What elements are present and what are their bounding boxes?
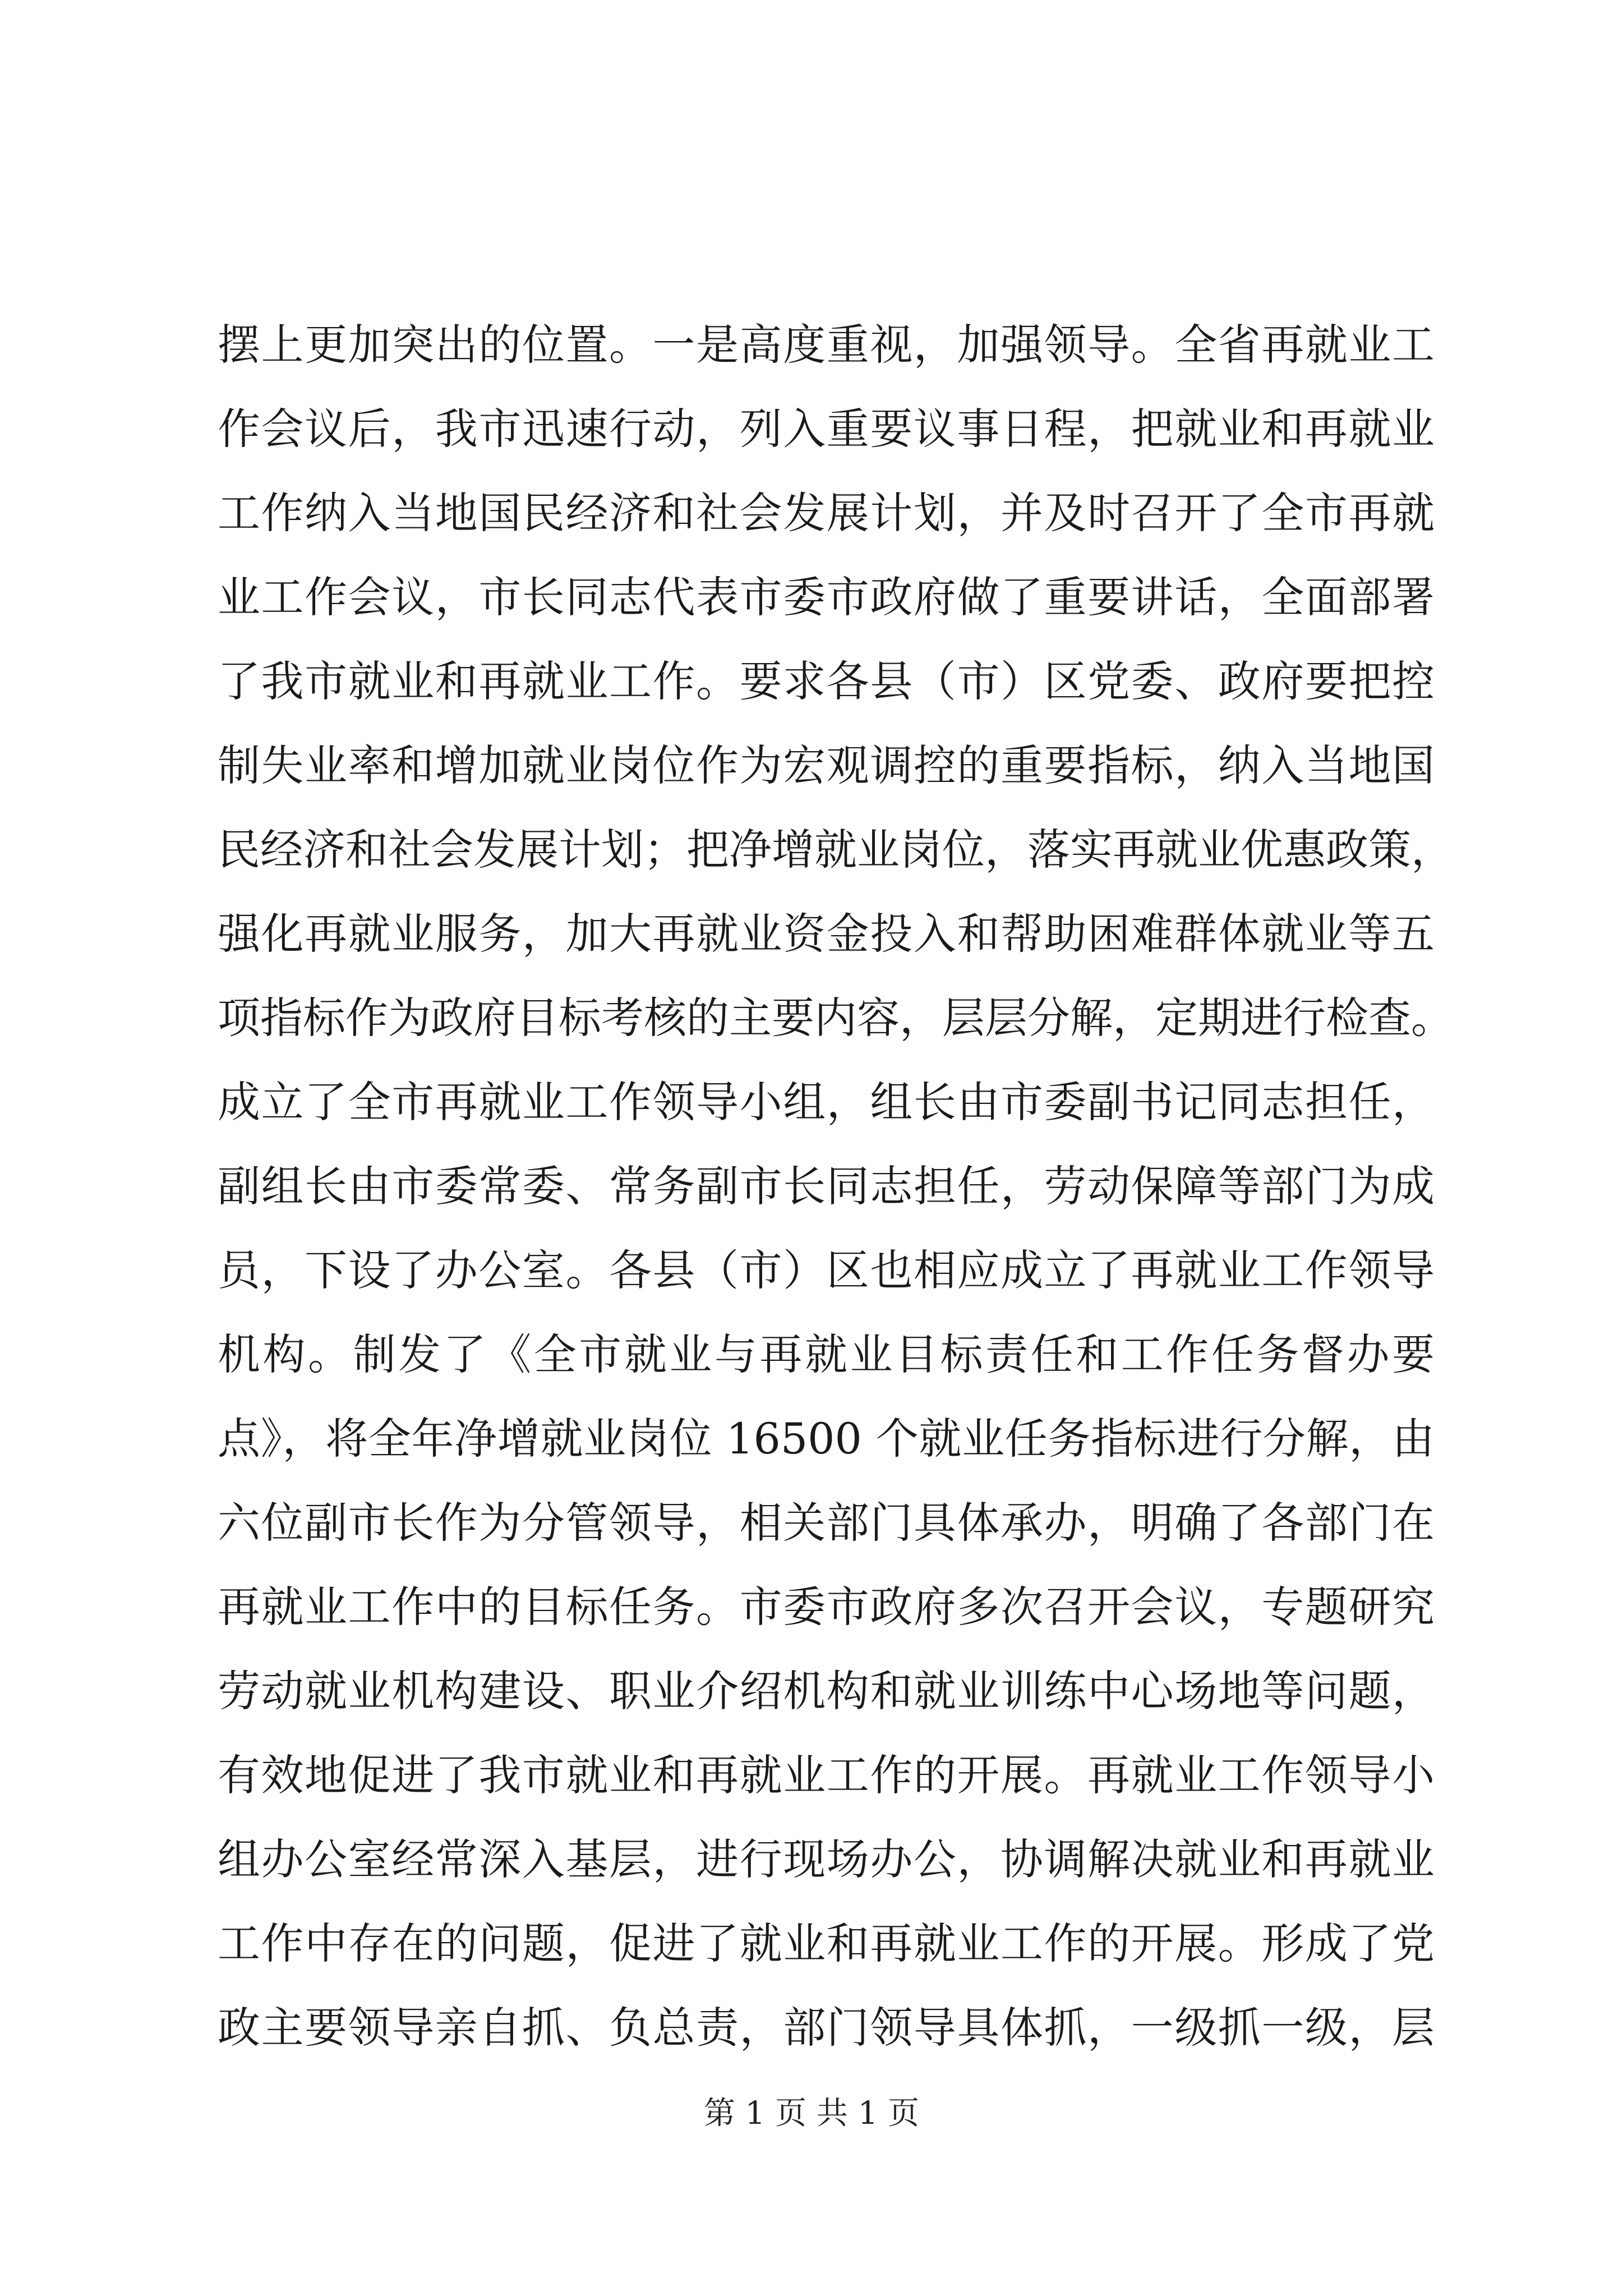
page-footer — [0, 2091, 1623, 2136]
text-line: 政主要领导亲自抓、负总责，部门领导具体抓，一级抓一级，层 — [218, 2003, 1435, 2053]
text-line: 有效地促进了我市就业和再就业工作的开展。再就业工作领导小 — [218, 1750, 1435, 1800]
text-line: 员，下设了办公室。各县（市）区也相应成立了再就业工作领导 — [218, 1245, 1435, 1295]
text-line: 六位副市长作为分管领导，相关部门具体承办，明确了各部门在 — [218, 1498, 1435, 1548]
text-line: 制失业率和增加就业岗位作为宏观调控的重要指标，纳入当地国 — [218, 740, 1435, 790]
text-line: 机构。制发了《全市就业与再就业目标责任和工作任务督办要 — [218, 1329, 1435, 1379]
text-line: 劳动就业机构建设、职业介绍机构和就业训练中心场地等问题， — [218, 1666, 1435, 1716]
text-line: 强化再就业服务，加大再就业资金投入和帮助困难群体就业等五 — [218, 909, 1435, 959]
text-line: 项指标作为政府目标考核的主要内容，层层分解，定期进行检查。 — [218, 993, 1454, 1043]
text-line: 副组长由市委常委、常务副市长同志担任，劳动保障等部门为成 — [218, 1161, 1435, 1211]
body-text — [218, 303, 1454, 2070]
text-line: 点》，将全年净增就业岗位 16500 个就业任务指标进行分解，由 — [218, 1414, 1435, 1464]
text-line: 摆上更加突出的位置。一是高度重视，加强领导。全省再就业工 — [218, 320, 1435, 370]
text-line: 工作中存在的问题，促进了就业和再就业工作的开展。形成了党 — [218, 1918, 1435, 1968]
page-number-label: 第 1 页 共 1 页 — [703, 2095, 920, 2132]
text-line: 成立了全市再就业工作领导小组，组长由市委副书记同志担任， — [218, 1077, 1435, 1127]
text-line: 了我市就业和再就业工作。要求各县（市）区党委、政府要把控 — [218, 656, 1435, 706]
text-line: 作会议后，我市迅速行动，列入重要议事日程，把就业和再就业 — [218, 404, 1435, 454]
text-line: 组办公室经常深入基层，进行现场办公，协调解决就业和再就业 — [218, 1834, 1435, 1884]
text-line: 再就业工作中的目标任务。市委市政府多次召开会议，专题研究 — [218, 1582, 1435, 1632]
text-line: 民经济和社会发展计划；把净增就业岗位，落实再就业优惠政策， — [218, 825, 1454, 875]
text-line: 业工作会议，市长同志代表市委市政府做了重要讲话，全面部署 — [218, 572, 1435, 622]
text-line: 工作纳入当地国民经济和社会发展计划，并及时召开了全市再就 — [218, 488, 1435, 538]
